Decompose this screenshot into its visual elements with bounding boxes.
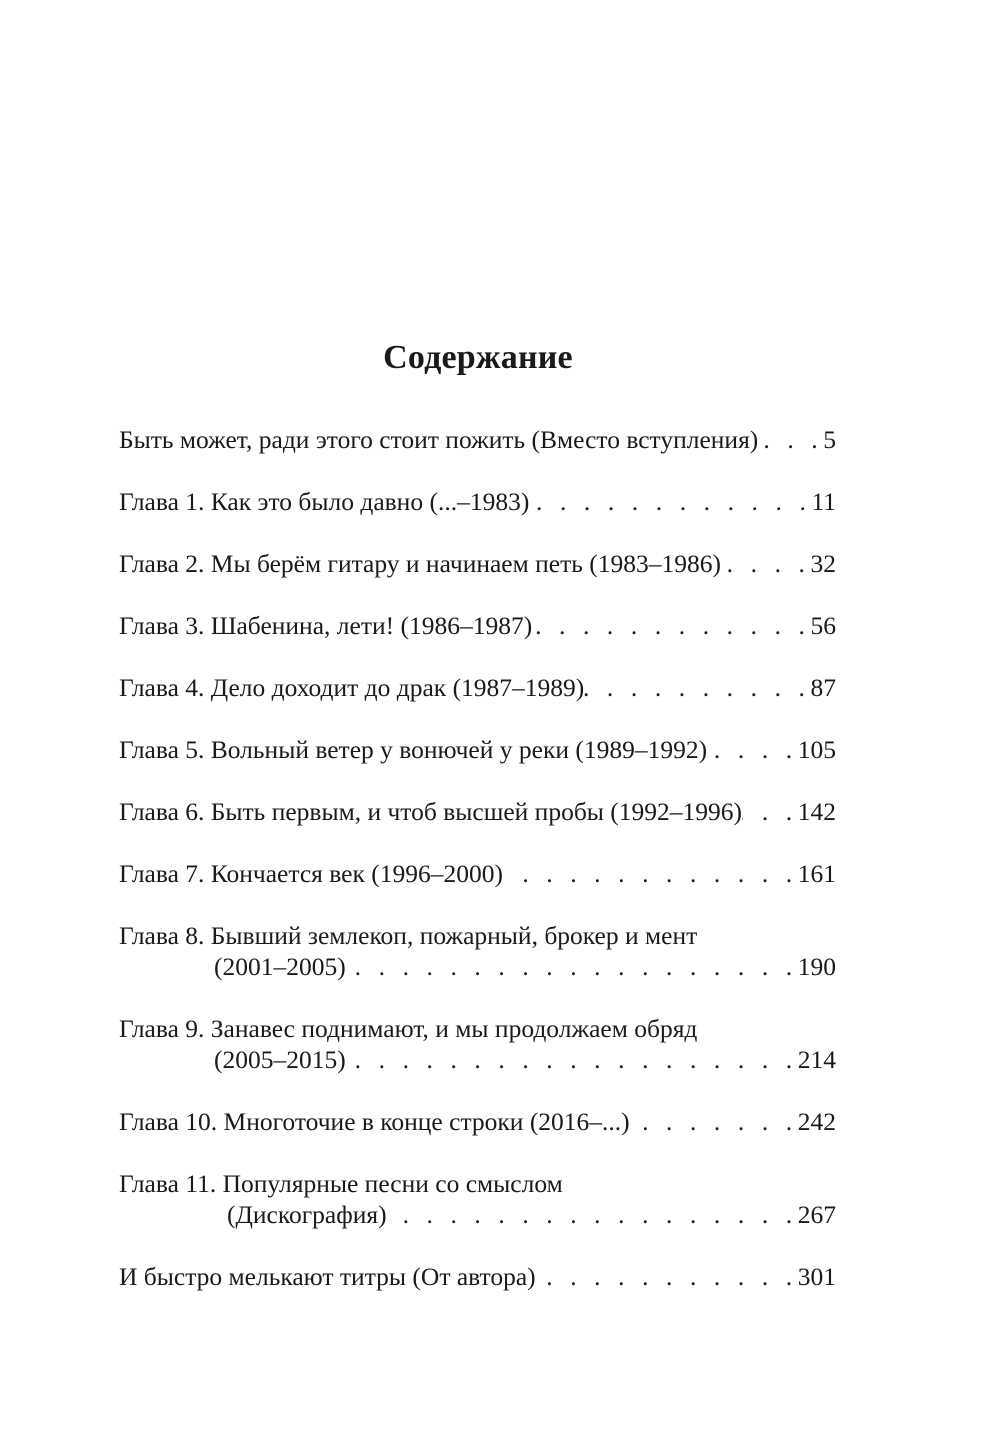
- toc-entry-title: Глава 4. Дело доходит до драк (1987–1989): [119, 673, 585, 702]
- toc-entry-title: Глава 2. Мы берём гитару и начинаем петь (1983–1986): [119, 549, 721, 578]
- dot-leader: [707, 734, 798, 765]
- dot-leader: [529, 486, 811, 517]
- page-title: Содержание: [383, 339, 573, 376]
- toc-entry-page: 214: [797, 1045, 836, 1074]
- toc-entry-page: 301: [797, 1262, 836, 1291]
- toc-entry-chapter-7[interactable]: [119, 858, 836, 920]
- dot-leader: [721, 548, 811, 579]
- toc-entry-page: 11: [811, 487, 836, 516]
- toc-entry-page: 56: [810, 611, 836, 640]
- toc-entry-page: 267: [797, 1200, 836, 1229]
- toc-entry-chapter-2[interactable]: [119, 548, 836, 610]
- toc-entry-page: 190: [797, 952, 836, 981]
- dot-leader: [630, 1106, 798, 1137]
- toc-entry-chapter-1[interactable]: [119, 486, 836, 548]
- toc-entry-chapter-4[interactable]: [119, 672, 836, 734]
- toc-entry-title: Глава 10. Многоточие в конце строки (2016–...): [119, 1107, 630, 1136]
- toc-entry-title: Глава 3. Шабенина, лети! (1986–1987): [119, 611, 533, 640]
- toc-entry-chapter-3[interactable]: [119, 610, 836, 672]
- dot-leader: [532, 610, 810, 641]
- dot-leader: [742, 796, 798, 827]
- toc-entry-chapter-10[interactable]: [119, 1106, 836, 1168]
- dot-leader: [346, 951, 798, 982]
- toc-entry-page: 242: [797, 1107, 836, 1136]
- toc-entry-title: Быть может, ради этого стоит пожить (Вместо вступления): [119, 425, 759, 454]
- toc-entry-page: 5: [823, 425, 836, 454]
- toc-entry-title: Глава 9. Занавес поднимают, и мы продолжаем обряд: [119, 1014, 698, 1043]
- toc-entry-chapter-8[interactable]: [119, 920, 836, 1013]
- toc-entry-title: И быстро мелькают титры (От автора): [119, 1262, 536, 1291]
- toc-entry-page: 161: [797, 859, 836, 888]
- toc-entry-outro[interactable]: [119, 1261, 836, 1323]
- table-of-contents: [119, 424, 836, 1323]
- toc-entry-page: 105: [797, 735, 836, 764]
- toc-entry-title-continued: (2005–2015): [214, 1045, 346, 1074]
- toc-entry-chapter-6[interactable]: [119, 796, 836, 858]
- toc-entry-intro[interactable]: [119, 424, 836, 486]
- dot-leader: [536, 1261, 798, 1292]
- dot-leader: [758, 424, 823, 455]
- dot-leader: [584, 672, 810, 703]
- toc-entry-title: Глава 1. Как это было давно (...–1983): [119, 487, 530, 516]
- toc-entry-title-continued: (Дискография): [227, 1200, 387, 1229]
- toc-entry-chapter-5[interactable]: [119, 734, 836, 796]
- dot-leader: [387, 1199, 798, 1230]
- toc-entry-title: Глава 6. Быть первым, и чтоб высшей пробы (1992–1996): [119, 797, 743, 826]
- toc-entry-chapter-11[interactable]: [119, 1168, 836, 1261]
- toc-entry-page: 32: [810, 549, 836, 578]
- toc-entry-chapter-9[interactable]: [119, 1013, 836, 1106]
- toc-entry-title: Глава 5. Вольный ветер у вонючей у реки (1989–1992): [119, 735, 708, 764]
- toc-entry-page: 142: [797, 797, 836, 826]
- dot-leader: [503, 858, 798, 889]
- dot-leader: [346, 1044, 798, 1075]
- toc-entry-title: Глава 11. Популярные песни со смыслом: [119, 1169, 563, 1198]
- toc-entry-page: 87: [810, 673, 836, 702]
- toc-entry-title: Глава 8. Бывший землекоп, пожарный, брокер и мент: [119, 921, 698, 950]
- toc-entry-title-continued: (2001–2005): [214, 952, 346, 981]
- toc-entry-title: Глава 7. Кончается век (1996–2000): [119, 859, 503, 888]
